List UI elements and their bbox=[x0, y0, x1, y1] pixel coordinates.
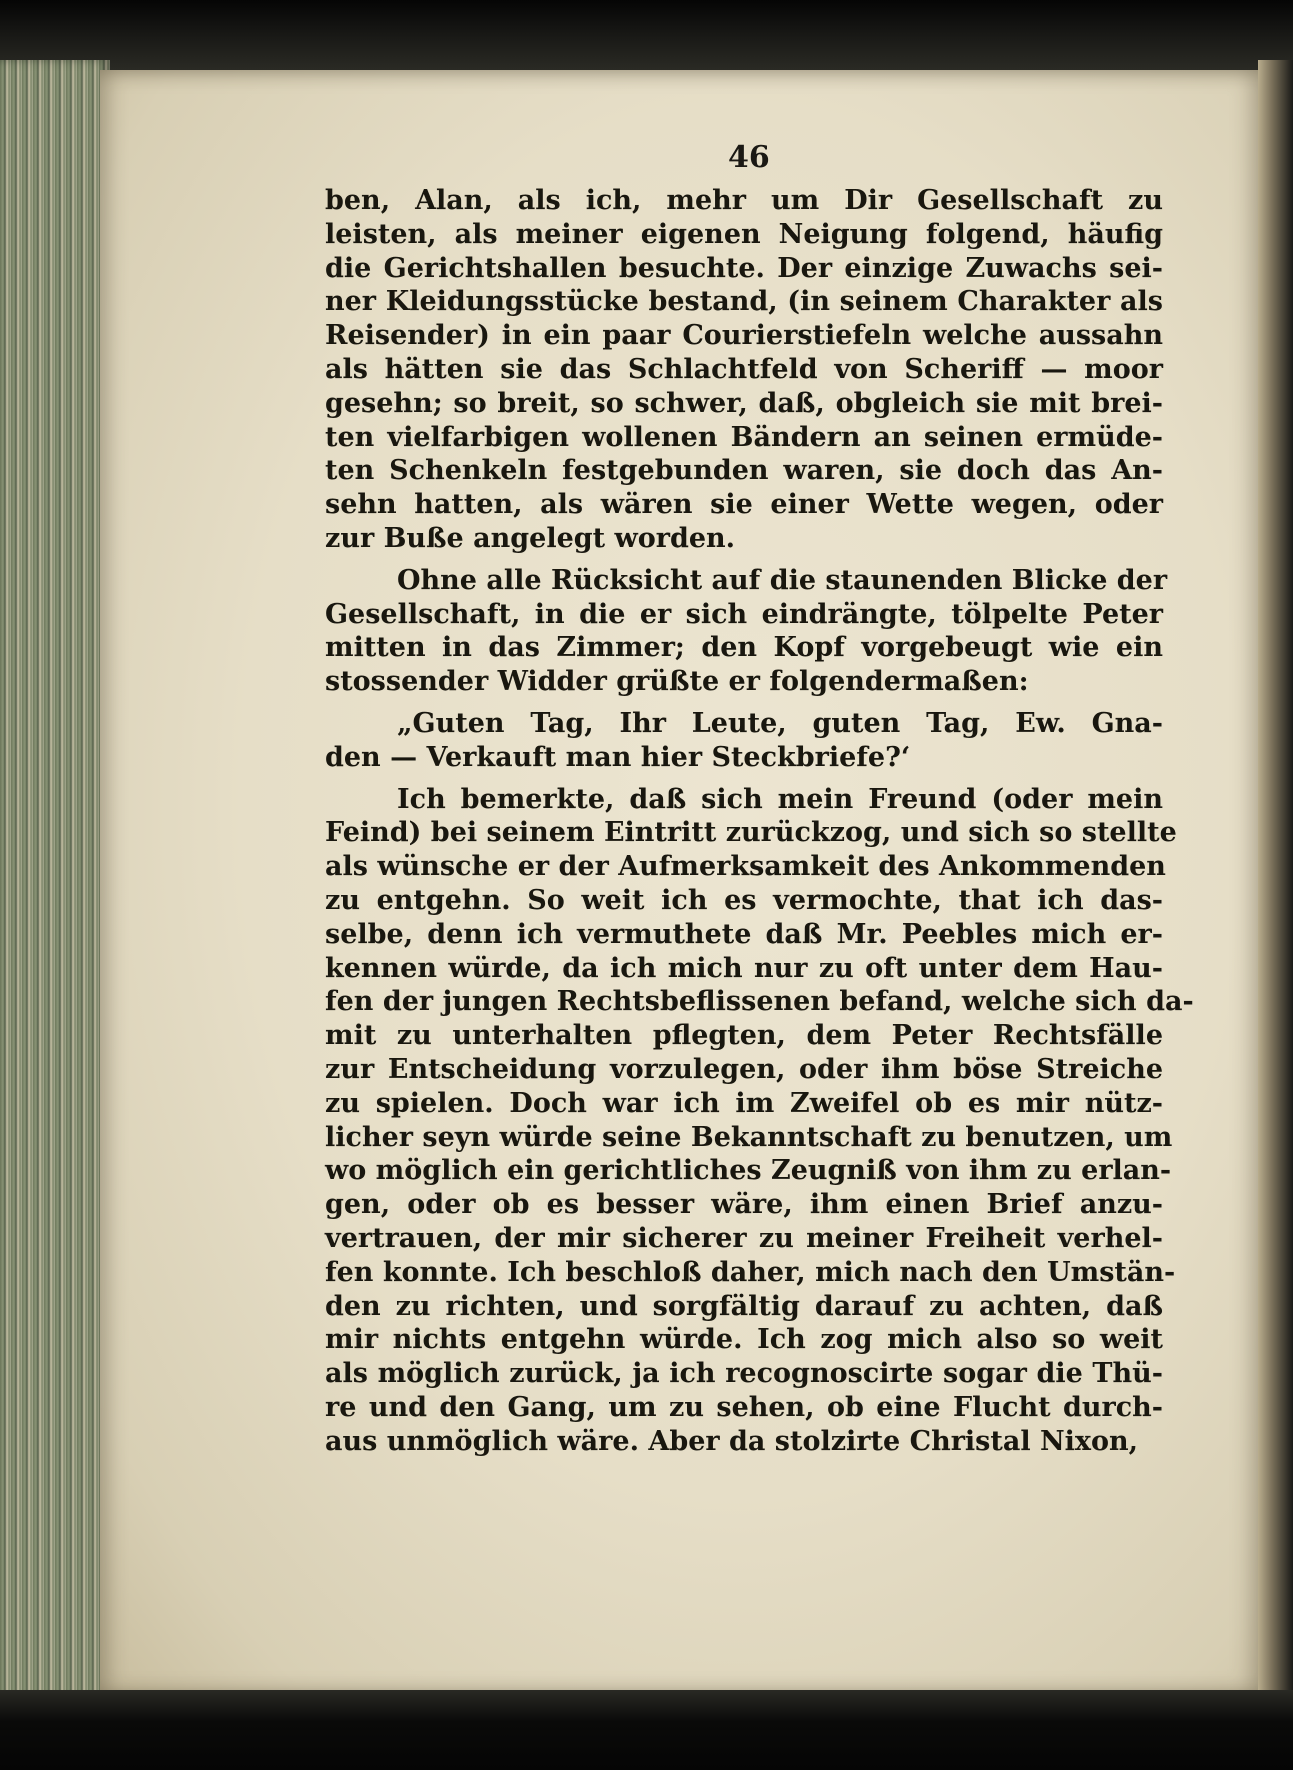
text-line: ben, Alan, als ich, mehr um Dir Gesellschaft zu bbox=[325, 185, 1163, 216]
text-line: als hätten sie das Schlachtfeld von Scheriff — moor bbox=[325, 353, 1163, 385]
text-line: licher seyn würde seine Bekanntschaft zu benutzen, um bbox=[325, 1121, 1173, 1153]
text-line: zu spielen. Doch war ich im Zweifel ob es mir nütz- bbox=[325, 1087, 1163, 1119]
text-line: zu entgehn. So weit ich es vermochte, that ich das- bbox=[325, 884, 1163, 916]
text-line: zur Entscheidung vorzulegen, oder ihm böse Streiche bbox=[325, 1053, 1163, 1085]
text-line: Reisender) in ein paar Courierstiefeln welche aussahn bbox=[325, 320, 1163, 352]
text-line: aus unmöglich wäre. Aber da stolzirte Christal Nixon, bbox=[325, 1425, 1139, 1457]
text-line: mit zu unterhalten pflegten, dem Peter Rechtsfälle bbox=[325, 1020, 1163, 1052]
text-line: zur Buße angelegt worden. bbox=[325, 522, 736, 554]
top-shadow bbox=[0, 0, 1293, 70]
text-line: „Guten Tag, Ihr Leute, guten Tag, Ew. Gna- bbox=[397, 707, 1163, 739]
text-line: ten vielfarbigen wollenen Bändern an seinen ermüde- bbox=[325, 421, 1163, 453]
text-line: die Gerichtshallen besuchte. Der einzige Zuwachs sei- bbox=[325, 252, 1163, 284]
right-page-edge bbox=[1258, 60, 1293, 1700]
paragraph bbox=[325, 184, 1163, 556]
paragraph bbox=[325, 564, 1168, 699]
text-line: als wünsche er der Aufmerksamkeit des Ankommenden bbox=[325, 851, 1166, 883]
body-text bbox=[325, 184, 1194, 1458]
text-line: als möglich zurück, ja ich recognoscirte sogar die Thü- bbox=[325, 1358, 1163, 1390]
text-line: fen der jungen Rechtsbeflissenen befand, welche sich da- bbox=[325, 986, 1194, 1018]
text-line: Feind) bei seinem Eintritt zurückzog, und sich so stellte bbox=[325, 817, 1177, 849]
text-line: gen, oder ob es besser wäre, ihm einen Brief anzu- bbox=[325, 1189, 1163, 1221]
text-line: re und den Gang, um zu sehen, ob eine Flucht durch- bbox=[325, 1391, 1163, 1423]
text-line: Ohne alle Rücksicht auf die staunenden Blicke der bbox=[397, 564, 1168, 596]
text-line: stossender Widder grüßte er folgendermaßen: bbox=[325, 666, 1029, 698]
text-line: Ich bemerkte, daß sich mein Freund (oder mein bbox=[397, 783, 1163, 815]
text-line: sehn hatten, als wären sie einer Wette wegen, oder bbox=[325, 489, 1163, 521]
text-line: gesehn; so breit, so schwer, daß, obgleich sie mit brei- bbox=[325, 387, 1163, 419]
page-edges bbox=[0, 60, 110, 1700]
text-line: vertrauen, der mir sicherer zu meiner Freiheit verhel- bbox=[325, 1222, 1163, 1254]
text-line: fen konnte. Ich beschloß daher, mich nach den Umstän- bbox=[325, 1256, 1176, 1288]
paragraph bbox=[325, 783, 1194, 1459]
text-line: leisten, als meiner eigenen Neigung folgend, häufig bbox=[325, 218, 1163, 250]
text-line: ner Kleidungsstücke bestand, (in seinem Charakter als bbox=[325, 286, 1163, 318]
text-line: mitten in das Zimmer; den Kopf vorgebeugt wie ein bbox=[325, 632, 1163, 664]
text-line: den zu richten, und sorgfältig darauf zu achten, daß bbox=[325, 1290, 1163, 1322]
text-line: mir nichts entgehn würde. Ich zog mich also so weit bbox=[325, 1324, 1163, 1356]
bottom-shadow bbox=[0, 1690, 1293, 1770]
text-line: Gesellschaft, in die er sich eindrängte, tölpelte Peter bbox=[325, 598, 1163, 630]
text-line: wo möglich ein gerichtliches Zeugniß von ihm zu erlan- bbox=[325, 1155, 1172, 1187]
page-number: 46 bbox=[728, 140, 770, 175]
text-line: ten Schenkeln festgebunden waren, sie doch das An- bbox=[325, 455, 1163, 487]
paragraph bbox=[325, 707, 1163, 775]
text-line: selbe, denn ich vermuthete daß Mr. Peebles mich er- bbox=[325, 918, 1163, 950]
text-line: den — Verkauft man hier Steckbriefe?‘ bbox=[325, 741, 911, 773]
text-line: kennen würde, da ich mich nur zu oft unter dem Hau- bbox=[325, 952, 1163, 984]
